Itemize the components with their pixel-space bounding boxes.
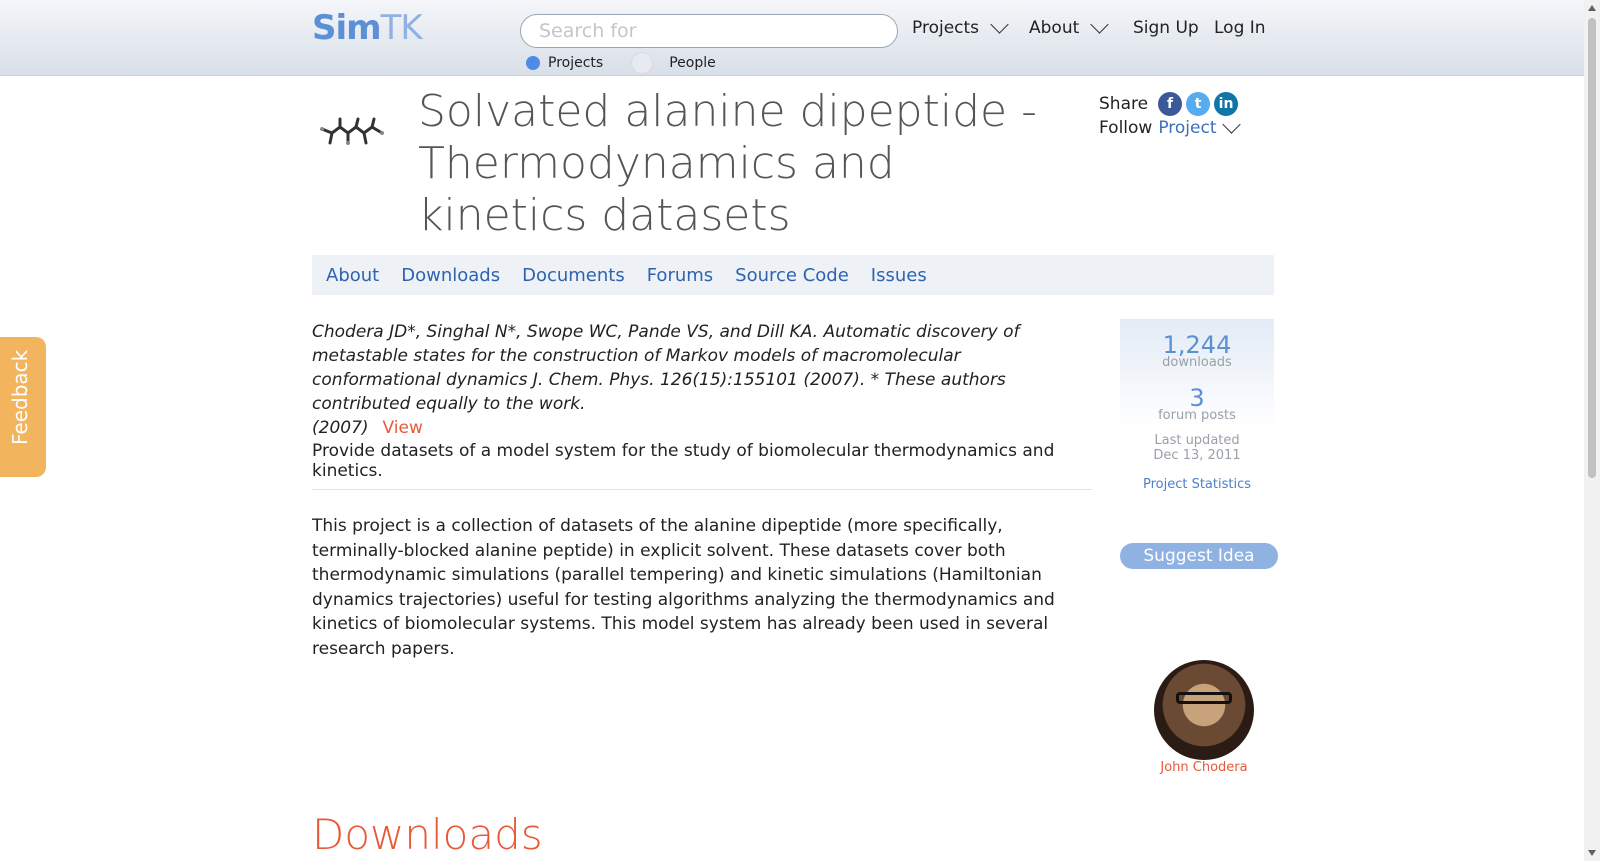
downloads-heading: Downloads — [312, 810, 543, 859]
linkedin-icon[interactable]: in — [1214, 92, 1238, 116]
molecule-logo — [318, 115, 390, 155]
downloads-count: 1,244 — [1162, 331, 1232, 359]
citation — [312, 320, 1072, 440]
author-name[interactable]: John Chodera — [1160, 760, 1248, 775]
chevron-down-icon — [1091, 15, 1109, 33]
scrollbar-thumb[interactable] — [1588, 18, 1596, 478]
scroll-down-icon[interactable] — [1588, 850, 1596, 856]
tab-forums[interactable]: Forums — [646, 264, 714, 286]
chevron-down-icon — [990, 15, 1008, 33]
share-label: Share — [1099, 94, 1149, 114]
nav-login[interactable]: Log In — [1214, 18, 1266, 38]
facebook-icon[interactable]: f — [1158, 92, 1182, 116]
citation-text: Chodera JD*, Singhal N*, Swope WC, Pande VS, and Dill KA. Automatic discovery of metastable states for the construction of Markov models of macromolecular conformational dynamics J. Chem. Phys. 126(15):155101 (2007). * These authors contributed equally to the work. — [312, 322, 1020, 414]
view-link[interactable]: View — [382, 418, 423, 438]
project-stats — [1120, 319, 1274, 519]
simtk-logo[interactable]: SimTK — [312, 8, 422, 48]
page-scrollbar[interactable] — [1584, 0, 1600, 861]
nav-about[interactable]: About — [1029, 18, 1106, 38]
follow-label: Follow — [1099, 118, 1153, 138]
project-description: This project is a collection of datasets of the alanine dipeptide (more specifically, terminally-blocked alanine peptide) in explicit solvent. These datasets cover both thermodynamic simulations (parallel tempering) and kinetic simulations (Hamiltonian dynamics trajectories) useful for testing algorithms analyzing the thermodynamics and kinetics of biomolecular systems. This model system has already been used in several research papers. — [312, 516, 1055, 659]
last-updated-label: Last updated — [1154, 433, 1240, 448]
scroll-up-icon[interactable] — [1588, 5, 1596, 11]
site-header — [0, 0, 1584, 76]
forum-posts-count: 3 — [1189, 384, 1205, 412]
suggest-idea-button[interactable]: Suggest Idea — [1120, 543, 1278, 569]
feedback-tab[interactable] — [0, 337, 46, 477]
forum-posts-label: forum posts — [1158, 408, 1236, 423]
tab-documents[interactable]: Documents — [522, 264, 625, 286]
downloads-label: downloads — [1162, 355, 1232, 370]
nav-signup[interactable]: Sign Up — [1133, 18, 1199, 38]
search-scope — [526, 52, 716, 74]
follow-project-link[interactable]: Project — [1158, 118, 1217, 138]
project-statistics-link[interactable]: Project Statistics — [1142, 477, 1252, 492]
tab-downloads[interactable]: Downloads — [401, 264, 501, 286]
feedback-label: Feedback — [8, 349, 32, 445]
chevron-down-icon[interactable] — [1222, 115, 1240, 133]
glasses-icon — [1176, 692, 1232, 704]
project-summary: Provide datasets of a model system for the study of biomolecular thermodynamics and kinetics. — [312, 441, 1055, 481]
project-title: Solvated alanine dipeptide - Thermodynamics and kinetics datasets — [418, 86, 1037, 241]
follow-row — [1099, 118, 1238, 138]
projects-radio[interactable] — [526, 56, 540, 70]
tab-source-code[interactable]: Source Code — [735, 264, 849, 286]
share-row — [1099, 92, 1238, 116]
project-tabs — [312, 255, 1274, 295]
projects-radio-label: Projects — [548, 55, 604, 71]
author-avatar[interactable] — [1154, 660, 1254, 760]
citation-year: (2007) — [312, 418, 369, 438]
people-radio[interactable] — [631, 52, 653, 74]
divider — [312, 489, 1092, 490]
nav-projects[interactable]: Projects — [912, 18, 1006, 38]
last-updated-date: Dec 13, 2011 — [1153, 448, 1241, 463]
tab-issues[interactable]: Issues — [870, 264, 927, 286]
twitter-icon[interactable]: t — [1186, 92, 1210, 116]
people-radio-label: People — [669, 55, 716, 71]
search-input[interactable] — [520, 14, 898, 48]
tab-about[interactable]: About — [326, 264, 380, 286]
